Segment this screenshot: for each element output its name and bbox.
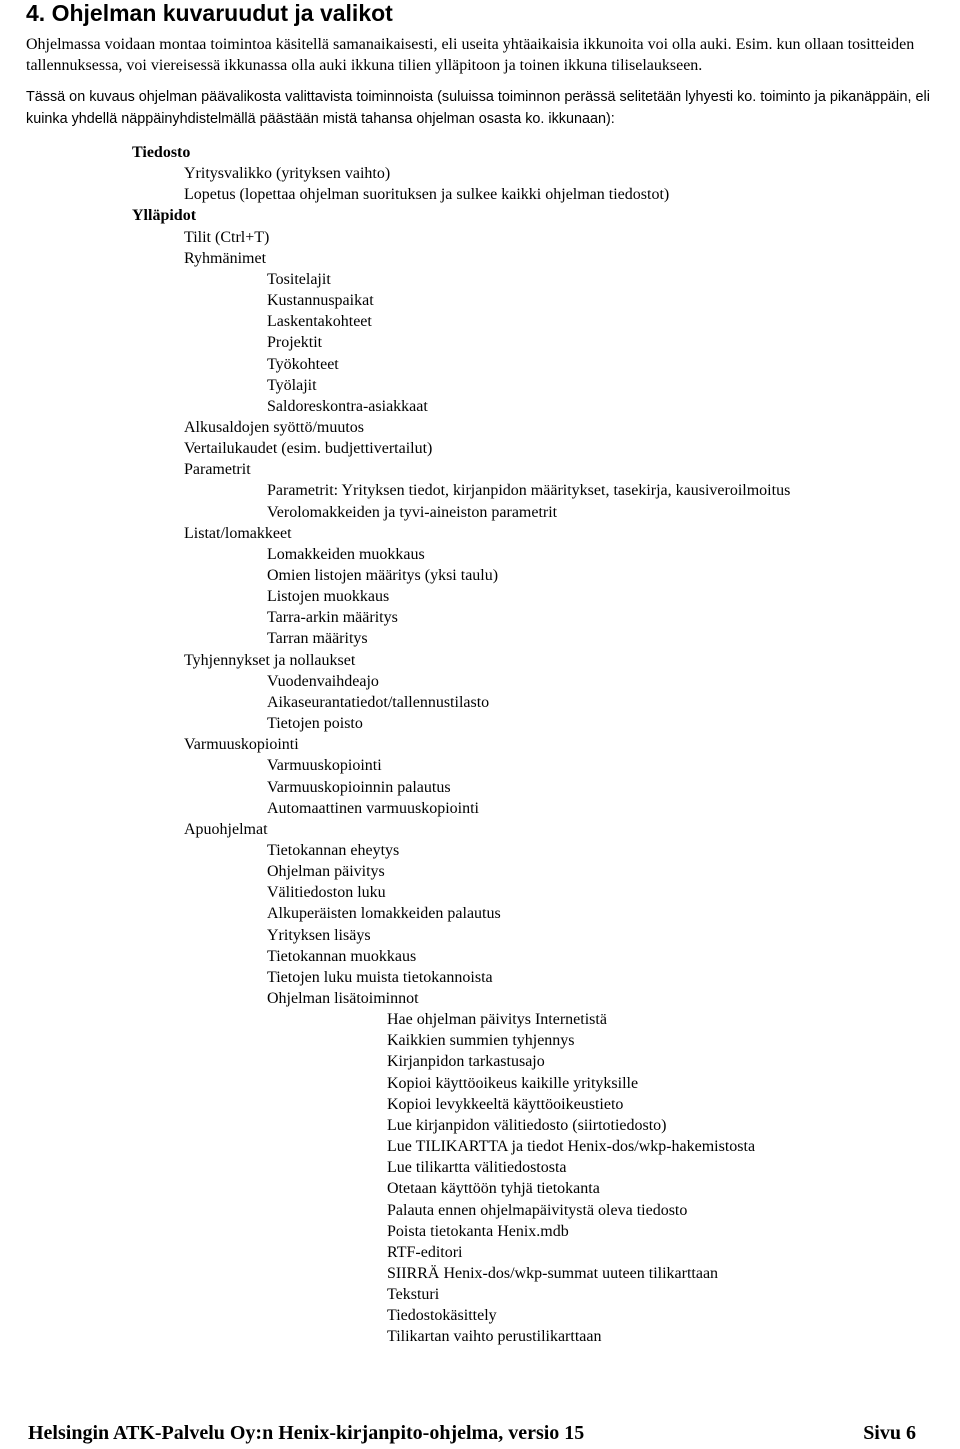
menu-item: Tietokannan muokkaus xyxy=(267,947,417,965)
menu-item: Tyhjennykset ja nollaukset xyxy=(184,651,356,669)
menu-item: Kopioi levykkeeltä käyttöoikeustieto xyxy=(387,1095,624,1113)
menu-item: Palauta ennen ohjelmapäivitystä oleva tiedosto xyxy=(387,1201,688,1219)
footer-title: Helsingin ATK-Palvelu Oy:n Henix-kirjanpito-ohjelma, versio 15 xyxy=(28,1422,585,1444)
menu-item: Lomakkeiden muokkaus xyxy=(267,545,425,563)
menu-item: Projektit xyxy=(267,334,323,352)
intro-paragraph-2: Tässä on kuvaus ohjelman päävalikosta valittavista toiminnoista (suluissa toiminnon perässä selitetään lyhyesti ko. toiminto ja pikanäppäin, eli kuinka yhdellä näppäinyhdistelmällä päästään mistä tahansa ohjelman osasta ko. ikkunaan): xyxy=(26,89,930,127)
menu-item: Lue tilikartta välitiedostosta xyxy=(387,1159,567,1177)
menu-item: Varmuuskopioinnin palautus xyxy=(267,778,451,796)
menu-item: Verolomakkeiden ja tyvi-aineiston parametrit xyxy=(267,503,558,521)
menu-item: Parametrit: Yrityksen tiedot, kirjanpidon määritykset, tasekirja, kausiveroilmoitus xyxy=(267,482,791,500)
menu-item: Vuodenvaihdeajo xyxy=(267,672,379,690)
menu-item: Välitiedoston luku xyxy=(267,884,386,902)
menu-item: Saldoreskontra-asiakkaat xyxy=(267,397,428,415)
menu-item: Omien listojen määritys (yksi taulu) xyxy=(267,567,499,584)
menu-item: Poista tietokanta Henix.mdb xyxy=(387,1222,569,1240)
menu-item: Vertailukaudet (esim. budjettivertailut) xyxy=(184,440,433,458)
menu-item: Parametrit xyxy=(184,461,251,479)
menu-item: Lue TILIKARTTA ja tiedot Henix-dos/wkp-hakemistosta xyxy=(387,1138,756,1155)
menu-item: Työkohteet xyxy=(267,355,339,373)
menu-item: Ohjelman lisätoiminnot xyxy=(267,990,419,1007)
menu-heading: Ylläpidot xyxy=(132,207,197,225)
menu-item: Laskentakohteet xyxy=(267,313,372,331)
menu-item: Kirjanpidon tarkastusajo xyxy=(387,1053,545,1071)
menu-item: Tarra-arkin määritys xyxy=(267,609,398,627)
menu-heading: Tiedosto xyxy=(132,144,191,161)
menu-item: Lue kirjanpidon välitiedosto (siirtotiedosto) xyxy=(387,1116,667,1134)
footer-page-number: Sivu 6 xyxy=(863,1422,916,1444)
menu-item: Tietojen poisto xyxy=(267,715,363,732)
menu-item: RTF-editori xyxy=(387,1243,463,1261)
page-footer xyxy=(28,1420,916,1446)
menu-item: Apuohjelmat xyxy=(184,820,268,838)
menu-item: Tarran määritys xyxy=(267,630,368,648)
menu-item: Kustannuspaikat xyxy=(267,292,374,309)
menu-item: Hae ohjelman päivitys Internetistä xyxy=(387,1011,607,1029)
menu-item: Tietojen luku muista tietokannoista xyxy=(267,968,493,986)
menu-item: Aikaseurantatiedot/tallennustilasto xyxy=(267,693,490,711)
menu-item: Tositelajit xyxy=(267,270,331,288)
menu-item: Lopetus (lopettaa ohjelman suorituksen ja sulkee kaikki ohjelman tiedostot) xyxy=(184,186,670,204)
menu-item: Kopioi käyttöoikeus kaikille yrityksille xyxy=(387,1074,639,1092)
menu-item: Yrityksen lisäys xyxy=(267,926,371,944)
menu-item: SIIRRÄ Henix-dos/wkp-summat uuteen tilikarttaan xyxy=(387,1264,719,1282)
intro-paragraph-1: Ohjelmassa voidaan montaa toimintoa käsitellä samanaikaisesti, eli useita yhtäaikaisia ikkunoita voi olla auki. Esim. kun ollaan tositteiden tallennuksessa, voi viereisessä ikkunassa olla auki ikkuna tilien ylläpitoon ja toinen ikkuna tiliselaukseen. xyxy=(26,36,915,74)
menu-item: Otetaan käyttöön tyhjä tietokanta xyxy=(387,1180,600,1198)
menu-item: Automaattinen varmuuskopiointi xyxy=(267,799,479,817)
menu-item: Tiedostokäsittely xyxy=(387,1307,497,1325)
menu-item: Varmuuskopiointi xyxy=(184,736,299,754)
menu-item: Tilikartan vaihto perustilikarttaan xyxy=(387,1328,602,1346)
menu-item: Varmuuskopiointi xyxy=(267,757,382,775)
menu-item: Ohjelman päivitys xyxy=(267,863,385,881)
menu-item: Listat/lomakkeet xyxy=(184,524,292,542)
menu-item: Tietokannan eheytys xyxy=(267,841,400,859)
page-heading: 4. Ohjelman kuvaruudut ja valikot xyxy=(26,0,393,26)
menu-item: Listojen muokkaus xyxy=(267,588,390,606)
menu-item: Ryhmänimet xyxy=(184,249,267,267)
menu-item: Työlajit xyxy=(267,376,317,394)
menu-item: Yritysvalikko (yrityksen vaihto) xyxy=(184,165,391,183)
menu-item: Kaikkien summien tyhjennys xyxy=(387,1032,575,1050)
menu-item: Alkusaldojen syöttö/muutos xyxy=(184,418,364,436)
menu-item: Teksturi xyxy=(387,1286,440,1304)
menu-item: Alkuperäisten lomakkeiden palautus xyxy=(267,905,501,923)
menu-item: Tilit (Ctrl+T) xyxy=(184,228,270,246)
